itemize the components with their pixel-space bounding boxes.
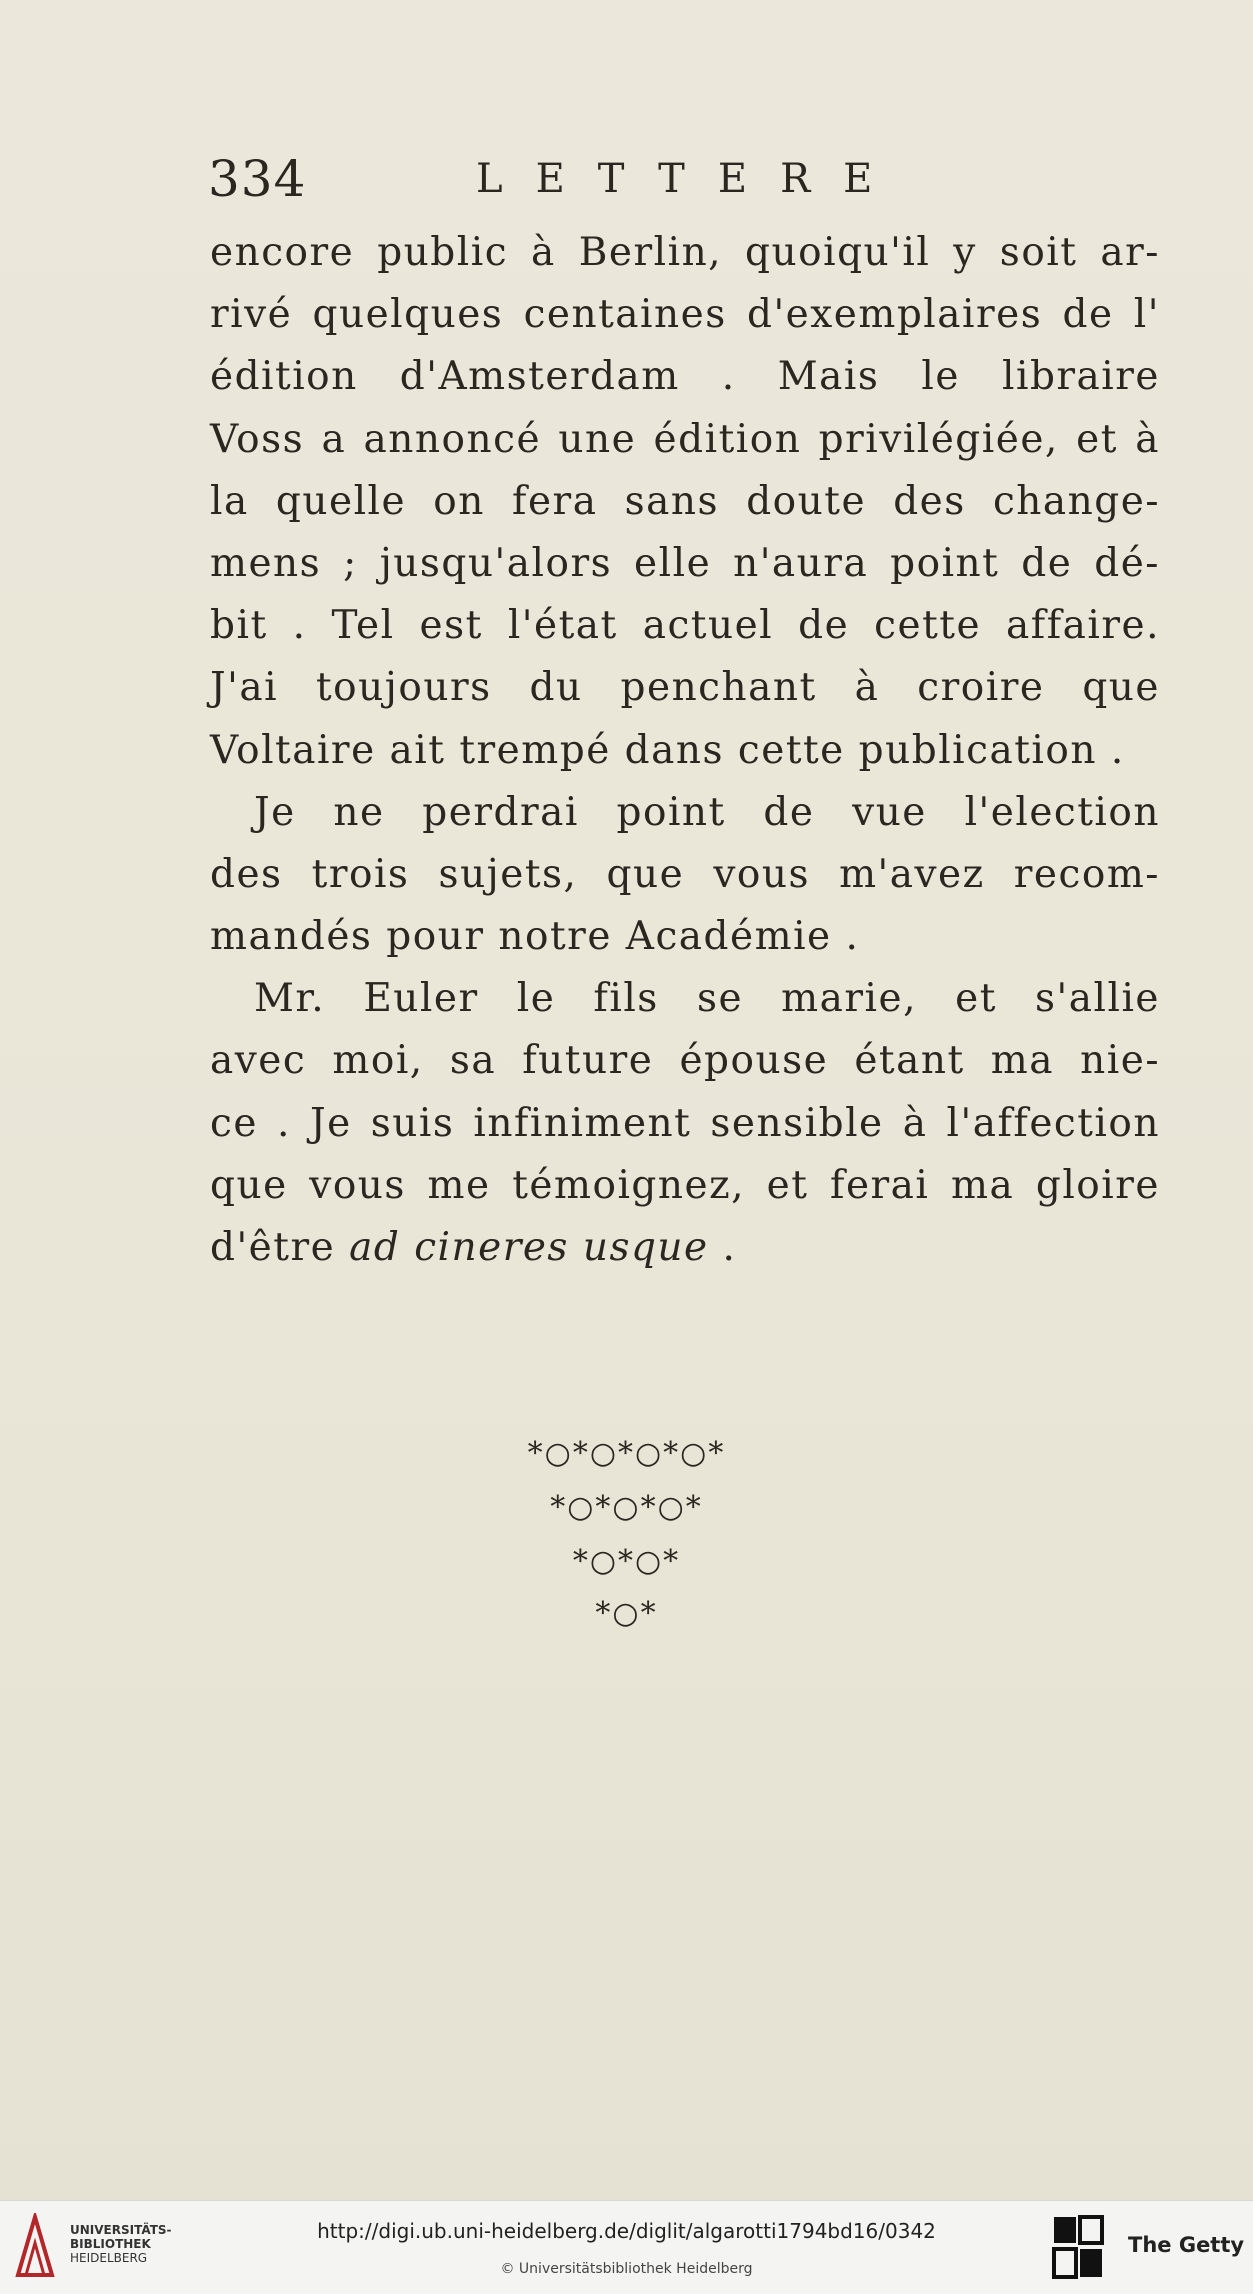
- letter-text: [210, 222, 1160, 1279]
- logo-line: UNIVERSITÄTS-: [70, 2223, 172, 2237]
- text-line: Mr. Euler le fils se marie, et s'allie: [254, 976, 1160, 1022]
- permalink-url[interactable]: http://digi.ub.uni-heidelberg.de/diglit/algarotti1794bd16/0342: [317, 2219, 936, 2243]
- text-line: mens ; jusqu'alors elle n'aura point de dé-: [210, 540, 1160, 586]
- text-line: Voss a annoncé une édition privilégiée, et à: [210, 416, 1160, 462]
- copyright-notice: © Universitätsbibliothek Heidelberg: [500, 2261, 753, 2277]
- text-line: ce . Je suis infiniment sensible à l'affection: [210, 1100, 1160, 1146]
- closing-end: .: [722, 1225, 737, 1270]
- ornament-row-4: *○*: [595, 1596, 658, 1631]
- closing-line: [210, 1217, 1160, 1279]
- getty-label: The Getty: [1128, 2233, 1245, 2257]
- text-line: Voltaire ait trempé dans cette publication .: [210, 727, 1125, 773]
- closing-start: d'être: [210, 1225, 336, 1270]
- text-line: des trois sujets, que vous m'avez recom-: [210, 851, 1160, 897]
- text-line: Je ne perdrai point de vue l'election: [254, 789, 1160, 835]
- logo-line: BIBLIOTHEK: [70, 2237, 151, 2251]
- page-header: [208, 150, 1168, 210]
- logo-line: HEIDELBERG: [70, 2251, 148, 2265]
- text-line: édition d'Amsterdam . Mais le libraire: [210, 354, 1160, 400]
- text-line: que vous me témoignez, et ferai ma gloire: [210, 1162, 1160, 1208]
- getty-logo-icon: [1050, 2213, 1110, 2283]
- ornament-row-1: *○*○*○*○*: [527, 1436, 726, 1471]
- text-line: avec moi, sa future épouse étant ma nie-: [210, 1038, 1160, 1084]
- running-title: LETTERE: [476, 156, 906, 202]
- text-line: J'ai toujours du penchant à croire que: [210, 665, 1160, 711]
- text-line: encore public à Berlin, quoiqu'il y soit ar-: [210, 230, 1160, 275]
- closing-italic: ad cineres usque: [349, 1225, 709, 1270]
- ornament-row-3: *○*○*: [572, 1544, 681, 1579]
- ornament-row-2: *○*○*○*: [550, 1490, 703, 1525]
- text-line: rivé quelques centaines d'exemplaires de l': [210, 292, 1160, 338]
- text-line: mandés pour notre Académie .: [210, 914, 860, 960]
- page-number: 334: [208, 150, 307, 208]
- text-line: la quelle on fera sans doute des change-: [210, 478, 1160, 524]
- footer-bar: [0, 2200, 1253, 2294]
- text-line: bit . Tel est l'état actuel de cette affaire.: [210, 603, 1160, 649]
